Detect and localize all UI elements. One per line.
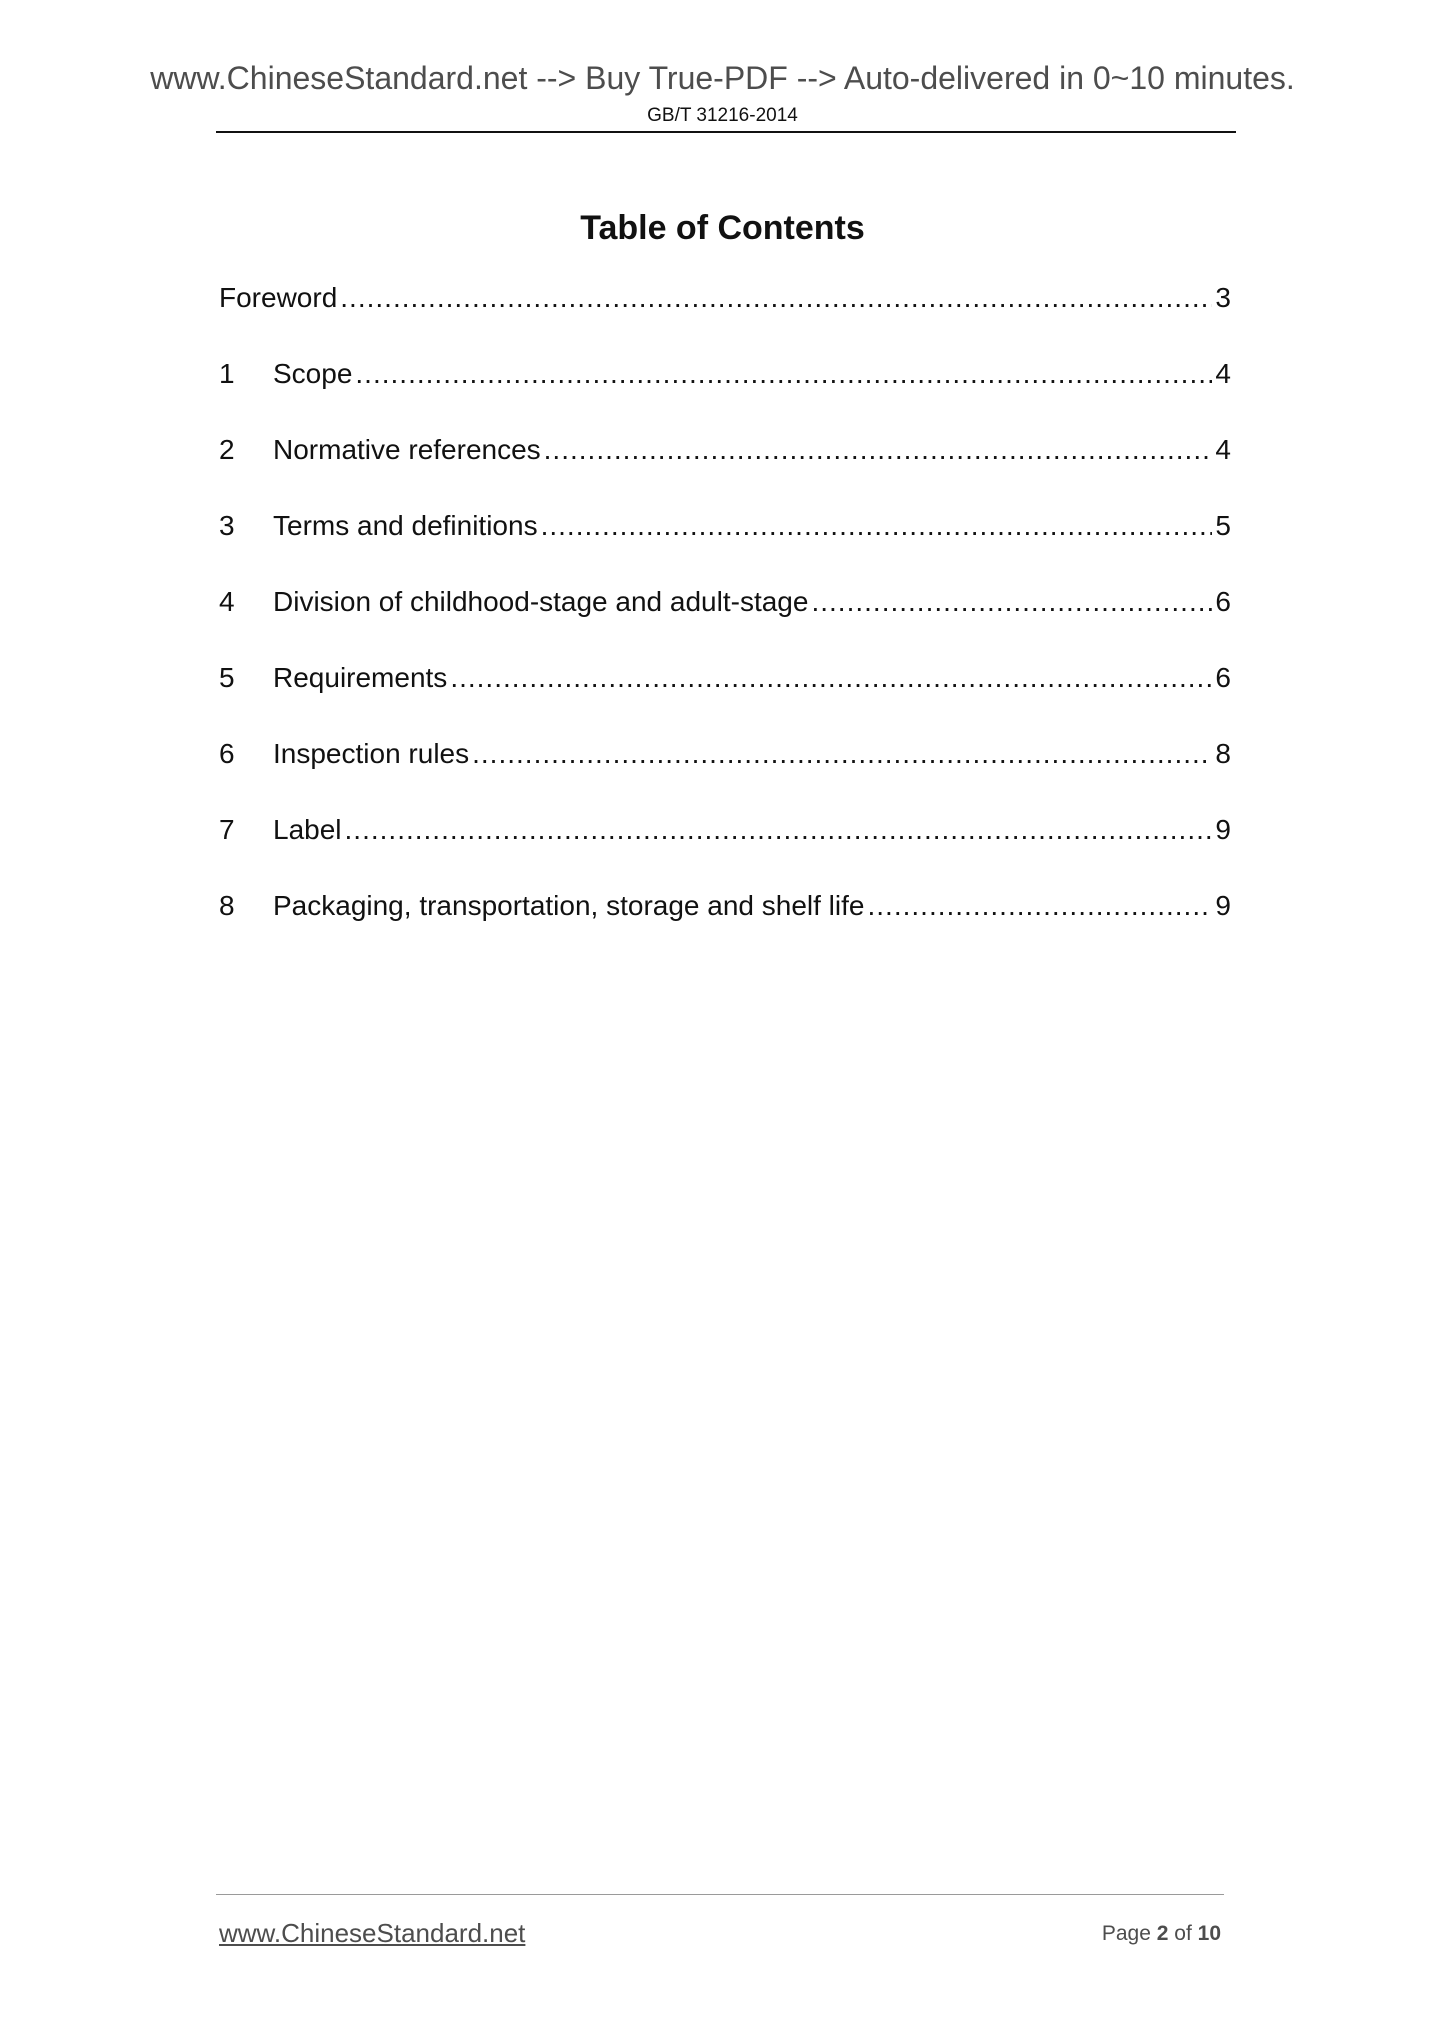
toc-entry-inspection-rules[interactable]	[219, 734, 1231, 774]
toc-entry-label: Division of childhood-stage and adult-stage	[273, 586, 809, 617]
toc-entry-label: Terms and definitions	[273, 510, 538, 541]
top-banner[interactable]: www.ChineseStandard.net --> Buy True-PDF --> Auto-delivered in 0~10 minutes.	[150, 60, 1295, 96]
toc-entry-label: Inspection rules	[273, 738, 470, 769]
toc-dot-leader	[345, 810, 1213, 850]
toc-entry-page: 6	[1215, 662, 1231, 693]
toc-dot-leader	[472, 734, 1212, 774]
toc-entry-number: 2	[219, 434, 235, 465]
toc-entry-number: 1	[219, 358, 235, 389]
toc-entry-number: 3	[219, 510, 235, 541]
page-separator: of	[1174, 1922, 1192, 1945]
page-title: Table of Contents	[580, 209, 865, 247]
toc-entry-label: Scope	[273, 358, 353, 389]
toc-dot-leader	[355, 354, 1212, 394]
toc-entry-number: 4	[219, 586, 235, 617]
toc-entry-number: 7	[219, 814, 235, 845]
toc-entry-page: 3	[1215, 282, 1231, 313]
toc-entry-number: 6	[219, 738, 235, 769]
toc-entry-page: 4	[1215, 434, 1231, 465]
toc-entry-label: Packaging, transportation, storage and shelf life	[273, 890, 865, 921]
toc-dot-leader	[867, 886, 1212, 926]
toc-entry-requirements[interactable]	[219, 658, 1231, 698]
page-indicator	[1102, 1920, 1221, 1948]
toc-entry-label-section[interactable]	[219, 810, 1231, 850]
toc-dot-leader	[450, 658, 1212, 698]
header-divider	[216, 131, 1236, 133]
toc-entry-label: Requirements	[273, 662, 448, 693]
toc-entry-label: Normative references	[273, 434, 541, 465]
toc-entry-page: 4	[1215, 358, 1231, 389]
toc-entry-label: Foreword	[219, 282, 338, 313]
footer-site-link[interactable]: www.ChineseStandard.net	[219, 1918, 526, 1948]
toc-entry-number: 8	[219, 890, 235, 921]
toc-entry-number: 5	[219, 662, 235, 693]
toc-entry-foreword[interactable]	[219, 278, 1231, 318]
toc-entry-page: 8	[1215, 738, 1231, 769]
toc-entry-page: 9	[1215, 814, 1231, 845]
footer-divider	[216, 1894, 1224, 1895]
standard-code: GB/T 31216-2014	[647, 105, 798, 126]
toc-entry-page: 6	[1215, 586, 1231, 617]
toc-dot-leader	[541, 506, 1213, 546]
toc-entry-scope[interactable]	[219, 354, 1231, 394]
toc-entry-normative-references[interactable]	[219, 430, 1231, 470]
current-page-number: 2	[1156, 1922, 1169, 1945]
page-prefix: Page	[1101, 1922, 1151, 1945]
toc-dot-leader	[544, 430, 1213, 470]
toc-entry-label: Label	[273, 814, 342, 845]
toc-entry-page: 9	[1215, 890, 1231, 921]
toc-entry-page: 5	[1215, 510, 1231, 541]
toc-entry-terms-and-definitions[interactable]	[219, 506, 1231, 546]
total-pages-number: 10	[1197, 1922, 1221, 1945]
toc-dot-leader	[811, 582, 1212, 622]
toc-entry-packaging[interactable]	[219, 886, 1231, 926]
toc-entry-division[interactable]	[219, 582, 1231, 622]
toc-dot-leader	[340, 278, 1212, 318]
